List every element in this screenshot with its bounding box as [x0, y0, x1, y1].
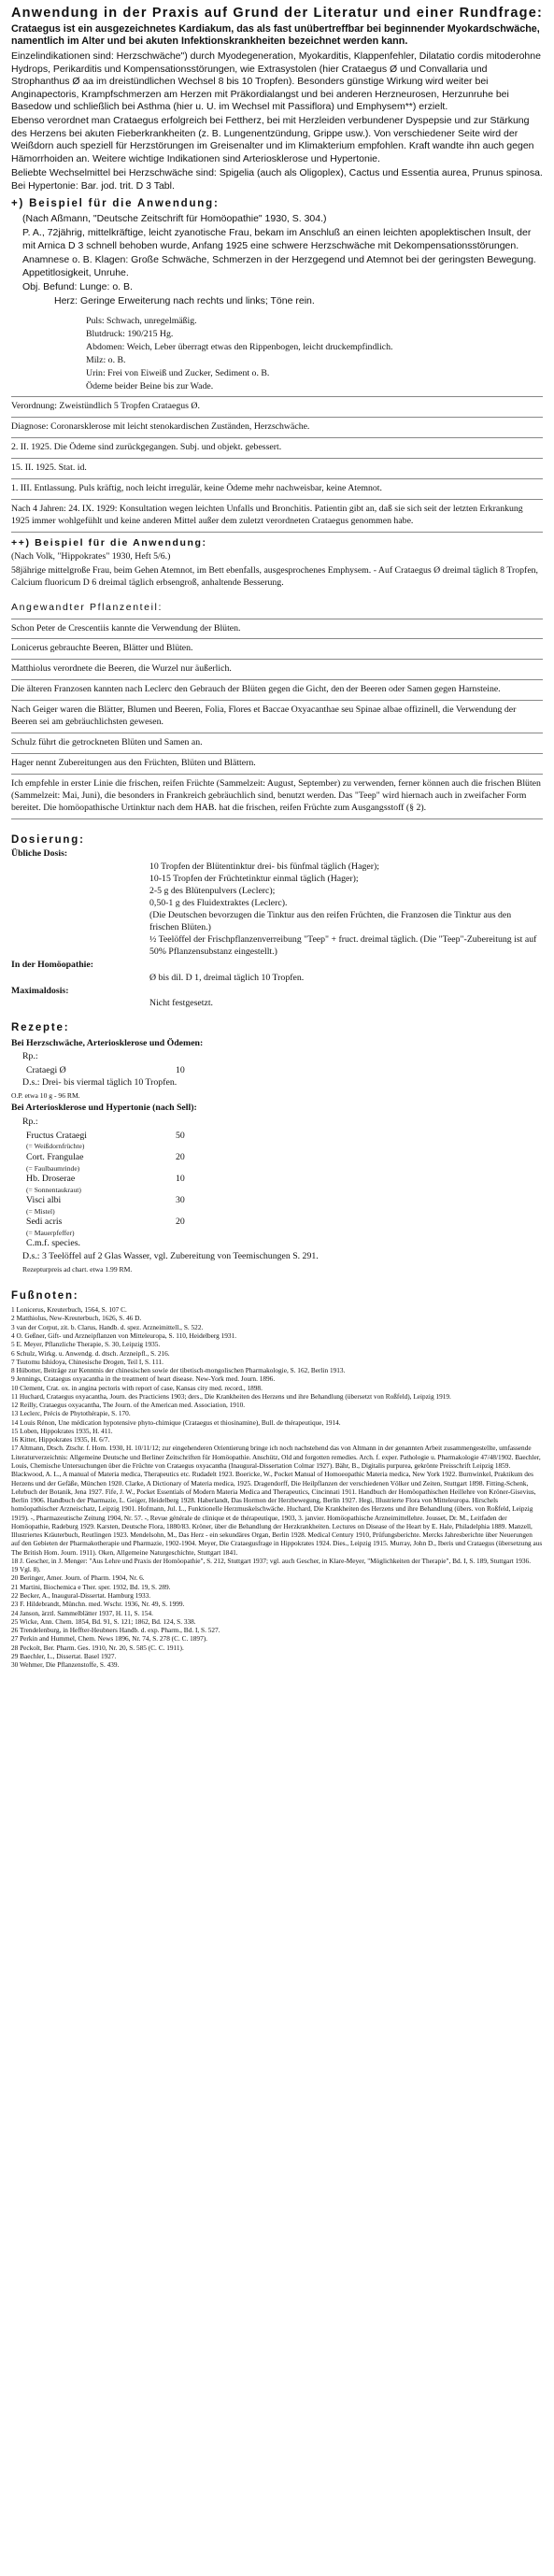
divider	[11, 679, 543, 680]
footnote-item: 4 O. Geßner, Gift- und Arzneipflanzen von Mitteleuropa, S. 110, Heidelberg 1931.	[11, 1331, 237, 1340]
recipes-section	[11, 1021, 543, 1274]
course-entry: Nach 4 Jahren: 24. IX. 1929: Konsultation wegen leichten Unfalls und Bronchitis. Patientin gibt an, daß sie sich seit der letzten Erkrankung 1925 immer wohlgefühlt und keine anderen Mittel außer dem zuletzt verordneten Crataegus genommen habe.	[11, 504, 523, 526]
footnote-list	[11, 1305, 543, 1669]
footnotes-section	[11, 1289, 543, 1669]
course-entry: Diagnose: Coronarsklerose mit leicht stenokardischen Zuständen, Herzschwäche.	[11, 421, 310, 433]
footnote-item: 13 Leclerc, Précis de Phytothérapie, S. 170.	[11, 1409, 131, 1418]
footnote-item: 11 Huchard, Crataegus oxyacantha, Journ. des Practiciens 1903; ders., Die Krankheiten des Herzens und ihre Behandlung (übersetzt von Roßfeld), Leipzig 1919.	[11, 1391, 451, 1401]
dose-line: (Die Deutschen bevorzugen die Tinktur aus den reifen Früchten, die Franzosen die Tinktur aus den frischen Blüten.)	[149, 909, 512, 932]
recipe-ingredient	[11, 1238, 543, 1250]
intro-paragraph: Einzelindikationen sind: Herzschwäche") durch Myodegeneration, Myokarditis, Klappenfehler, Dilatatio cordis mitoderohne Hydrops, Perikarditis und Kompensationsstörungen, wie Extrasystolen (hier Crataegus Ø und Convallaria und Strophanthus Ø aa im dreistündlichen Wechsel 8 bis 10 Tropfen). Besonders günstige Wirkung wird weiter bei Anginapectoris, Krampfschmerzen am Herzen mit Präkordialangst und bei anderen Herzneurosen, Herzunruhe bei Basedow und schließlich bei Asthma (hier u. U. im Wechsel mit Passiflora) und Emphysem**) erzielt.	[11, 50, 541, 113]
footnote-item: 19 Vgl. 8).	[11, 1565, 41, 1574]
example-1-heading: +) Beispiel für die Anwendung:	[11, 198, 220, 210]
ingredient-common-name: (= Weißdornfrüchte)	[26, 1142, 85, 1151]
recipe-1-rp: Rp.:	[22, 1051, 38, 1062]
ingredient-amount	[176, 1238, 232, 1250]
footnote-item: 14 Louis Rénon, Une médication hypotensive phyto-chimique (Crataegus et thiosinamine), Bull. de thérapeutique, 1914.	[11, 1417, 341, 1427]
footnotes-heading: Fußnoten:	[11, 1290, 79, 1302]
lead-paragraph: Crataegus ist ein ausgezeichnetes Kardiakum, das als fast unübertreffbar bei beginnender Myokardschwäche, namentlich im Alter und bei akuten Infektionskrankheiten bezeichnet werden kann.	[11, 22, 540, 48]
recipe-ingredient	[11, 1131, 543, 1151]
page-title: Anwendung in der Praxis auf Grund der Literatur und einer Rundfrage:	[11, 6, 544, 21]
footnote-item: 6 Schulz, Wirkg. u. Anwendg. d. dtsch. Arzneipfl., S. 216.	[11, 1348, 170, 1358]
finding-edema: Ödeme beider Beine bis zur Wade.	[86, 380, 214, 391]
divider	[11, 417, 543, 418]
recipe-ingredient	[11, 1065, 543, 1077]
divider	[11, 700, 543, 701]
example-2	[11, 537, 543, 590]
homeopathy-label: In der Homöopathie:	[11, 959, 93, 970]
divider	[11, 478, 543, 479]
ingredient-name: Visci albi	[26, 1194, 62, 1205]
intro-paragraph: Beliebte Wechselmittel bei Herzschwäche sind: Spigelia (auch als Oligoplex), Cactus und Essentia aurea, Prunus spinosa. Bei Hypertonie: Bar. jod. trit. D 3 Tabl.	[11, 167, 543, 192]
dose-line: 10-15 Tropfen der Früchtetinktur einmal täglich (Hager);	[149, 874, 359, 885]
plant-parts-paragraph: Die älteren Franzosen kannten nach Leclerc den Gebrauch der Blüten gegen die Gicht, den der Beeren oder Samen gegen Harnsteine.	[11, 684, 501, 695]
recipe-2-directions: D.s.: 3 Teelöffel auf 2 Glas Wasser, vgl. Zubereitung von Teemischungen S. 291.	[22, 1250, 319, 1261]
finding-urine: Urin: Frei von Eiweiß und Zucker, Sediment o. B.	[86, 367, 270, 378]
recipe-2-title: Bei Arteriosklerose und Hypertonie (nach Sell):	[11, 1102, 197, 1113]
footnote-item: 29 Baechler, L., Dissertat. Basel 1927.	[11, 1651, 117, 1660]
footnote-item: 22 Becker, A., Inaugural-Dissertat. Hamburg 1933.	[11, 1590, 151, 1600]
footnote-item: 27 Perkin and Hummel, Chem. News 1896, Nr. 74, S. 278 (C. C. 1897).	[11, 1634, 207, 1644]
dosage-heading: Dosierung:	[11, 833, 85, 846]
footnote-item: 15 Loben, Hippokrates 1935, H. 411.	[11, 1426, 113, 1435]
intro-section	[11, 50, 543, 192]
course-entry: 1. III. Entlassung. Puls kräftig, noch leicht irregulär, keine Ödeme mehr nachweisbar, keine Atemnot.	[11, 483, 382, 494]
footnote-item: 8 Hübotter, Beiträge zur Kenntnis der chinesischen sowie der tibetisch-mongolischen Pharmakologie, S. 162, Berlin 1913.	[11, 1366, 346, 1375]
divider	[11, 818, 543, 819]
finding-blood-pressure: Blutdruck: 190/215 Hg.	[86, 328, 174, 339]
ingredient-name: Fructus Crataegi	[26, 1130, 88, 1141]
finding-spleen: Milz: o. B.	[86, 354, 126, 365]
footnote-item: 17 Altmann, Dtsch. Ztschr. f. Hom. 1930, H. 10/11/12; zur eingehenderen Orientierung bringe ich noch nachstehend das von Altmann in der genannten Arbeit zusammengestellte, umfassende Literaturverzeichnis: Allgemeine Deutsche und Berliner Zeitschriften für Homöopathie. Anschütz, Old and forgotten remedies. Arch. f. exper. Pathologie u. Pharmakologie 47/48/1902. Baechler, Louis, Chemische Untersuchungen über die Früchte von Crataegus oxyacantha (Inaugural-Dissertation Colmar 1927). Bähr, B., Digitalis purpurea, gekrönte Preisschrift Leipzig 1859. Blackwood, A. L., A manual of Materia medica, Therapeutics etc. Rudadelt 1923. Boericke, W., Pocket Manual of Homoeopathic Materia medica, New York 1922. Burnwinkel, Praktikum des Herzens und der Gefäße, München 1920. Clarke, A Dictionary of Materia medica, 1925. Dragendorff, Die Heilpflanzen der verschiedenen Völker und Zeiten, Stuttgart 1898. Fitting-Schenk, Lehrbuch der Botanik, Jena 1927. Fife, J. W., Pocket Essentials of Modern Materia Medica and Therapeutics, Cincinnati 1911. Handbuch der Homöopathischen Heillehre von Kröner-Gisevius, Berlin 1906. Handbuch der Pharmazie, L. Geiger, Heidelberg 1928. Haberlandt, Das Hormon der Herzbewegung, Berlin 1927. Hegi, Illustrierte Flora von Mitteleuropa. Hirschels homöopathischer Arzneischatz, Leipzig 1901. Hofmann, Jul. L., Funktionelle Herzmuskelschwäche. Huchard, Die Krankheiten des Herzens und ihre Behandlung (übers. von Roßfeld, Leipzig 1919). -, Pharmazeutische Zeitung 1904, Nr. 57. -, Revue générale de clinique et de thérapeutique, 1903, 3. janvier. Homöopathische Arzneimittellehre. Jousset, Dr. M., Leitfaden der Homöopathie, Radeburg 1929. Karsten, Deutsche Flora, 1880/83. Kröner, über die Behandlung der Herzkrankheiten. Lectures on Disease of the Heart by E. Hale, Philadelphia 1889. Manzell, Illustriertes Kräuterbuch, Reutlingen 1923. Mendelsohn, M., Das Herz - ein sekundäres Organ, Berlin 1928. Medical Century 1910, Prüfungsberichte. Mercks Jahresberichte über Neuerungen auf den Gebieten der Pharmakotherapie und Pharmazie, 1902-1904. Meyer, Die Crataegusfrage in Hippokrates 1924. Dies., Leipzig 1915. Murray, John D., Iberis und Crataegus (übersetzung aus The British Hom. Journ. 1911). Oken, Allgemeine Naturgeschichte, Stuttgart 1841.	[11, 1444, 543, 1557]
dosage-table	[11, 848, 543, 1011]
ingredient-common-name: (= Sonnentaukraut)	[26, 1185, 81, 1194]
divider	[11, 396, 543, 397]
example-2-case: 58jährige mittelgroße Frau, beim Gehen Atemnot, im Bett ebenfalls, ausgesprochenes Emphysem. - Auf Crataegus Ø dreimal täglich 8 Tropfen, Calcium fluoricum D 6 dreimal täglich erbsengroß, anhaltende Besserung.	[11, 565, 539, 589]
example-2-heading: ++) Beispiel für die Anwendung:	[11, 536, 207, 548]
recipe-1-directions: D.s.: Drei- bis viermal täglich 10 Tropfen.	[22, 1077, 178, 1089]
footnote-item: 16 Kitter, Hippokrates 1935, H. 6/7.	[11, 1435, 110, 1445]
footnote-item: 5 E. Meyer, Pflanzliche Therapie, S. 30, Leipzig 1935.	[11, 1340, 161, 1349]
ingredient-name: Sedi acris	[26, 1216, 63, 1227]
ingredient-name: Crataegi Ø	[26, 1065, 66, 1076]
recipe-ingredient	[11, 1174, 543, 1194]
footnote-item: 24 Janson, ärztl. Sammelblätter 1937, H. 11, S. 154.	[11, 1608, 153, 1617]
plant-parts-paragraph: Lonicerus gebrauchte Beeren, Blätter und Blüten.	[11, 643, 193, 654]
usual-dose-values	[149, 861, 543, 959]
divider	[11, 753, 543, 754]
ingredient-amount: 30	[176, 1194, 185, 1205]
homeopathy-dose: Ø bis dil. D 1, dreimal täglich 10 Tropfen.	[149, 972, 305, 983]
example-1-findings	[86, 316, 543, 393]
example-1-source: (Nach Aßmann, "Deutsche Zeitschrift für Homöopathie" 1930, S. 304.)	[22, 212, 327, 224]
divider	[11, 499, 543, 500]
example-2-source: (Nach Volk, "Hippokrates" 1930, Heft 5/6.)	[11, 551, 171, 562]
divider	[11, 774, 543, 775]
dose-line: 2-5 g des Blütenpulvers (Leclerc);	[149, 886, 276, 897]
divider	[11, 437, 543, 438]
usual-dose-label: Übliche Dosis:	[11, 848, 68, 860]
footnote-item: 26 Trendelenburg, in Heffter-Heubners Handb. d. exp. Pharm., Bd. I, S. 527.	[11, 1626, 220, 1635]
footnote-item: 20 Beringer, Amer. Journ. of Pharm. 1904, Nr. 6.	[11, 1573, 145, 1583]
course-entry: Verordnung: Zweistündlich 5 Tropfen Crataegus Ø.	[11, 401, 200, 412]
ingredient-amount: 10	[176, 1065, 185, 1076]
ingredient-name: Hb. Droserae	[26, 1173, 76, 1184]
footnote-item: 30 Wehmer, Die Pflanzenstoffe, S. 439.	[11, 1660, 120, 1670]
footnote-item: 23 F. Hildebrandt, Münchn. med. Wschr. 1936, Nr. 49, S. 1999.	[11, 1600, 185, 1609]
max-dose-value: Nicht festgesetzt.	[149, 998, 214, 1009]
divider	[11, 458, 543, 459]
divider	[11, 638, 543, 639]
dosage-section	[11, 833, 543, 1012]
footnote-item: 7 Tsutomu Ishidoya, Chinesische Drogen, Teil I, S. 111.	[11, 1357, 163, 1366]
dose-line: 0,50-1 g des Fluidextraktes (Leclerc).	[149, 898, 288, 909]
footnote-item: 3 van der Corput, zit. b. Clarus, Handb. d. spez. Arzneimittell., S. 522.	[11, 1322, 204, 1331]
dose-line: ½ Teelöffel der Frischpflanzenverreibung "Teep" + fruct. dreimal täglich. (Die "Teep"-Zubereitung ist auf 50% Pflanzensubstanz eingestellt.)	[149, 933, 537, 957]
example-1-obj-label: Obj. Befund: Lunge: o. B.	[22, 281, 133, 293]
plant-parts-paragraph: Schulz führt die getrockneten Blüten und Samen an.	[11, 737, 203, 748]
footnote-item: 28 Peckolt, Ber. Pharm. Ges. 1910, Nr. 20, S. 585 (C. C. 1911).	[11, 1643, 184, 1652]
footnote-item: 1 Lonicerus, Kreuterbuch, 1564, S. 107 C.	[11, 1305, 127, 1315]
plant-parts-paragraph: Hager nennt Zubereitungen aus den Früchten, Blüten und Blättern.	[11, 757, 256, 768]
finding-abdomen: Abdomen: Weich, Leber überragt etwas den Rippenbogen, leicht druckempfindlich.	[86, 341, 393, 352]
course-entry: 2. II. 1925. Die Ödeme sind zurückgegangen. Subj. und objekt. gebessert.	[11, 442, 282, 453]
ingredient-amount: 20	[176, 1216, 185, 1227]
recipe-1-title: Bei Herzschwäche, Arteriosklerose und Ödemen:	[11, 1037, 204, 1048]
divider	[11, 659, 543, 660]
recipe-ingredient	[11, 1152, 543, 1173]
plant-parts-paragraph: Schon Peter de Crescentiis kannte die Verwendung der Blüten.	[11, 622, 241, 633]
ingredient-common-name: (= Mauerpfeffer)	[26, 1228, 75, 1237]
ingredient-name: C.m.f. species.	[26, 1237, 80, 1248]
ingredient-amount: 10	[176, 1173, 185, 1184]
plant-parts-paragraph: Nach Geiger waren die Blätter, Blumen und Beeren, Folia, Flores et Baccae Oxyacanthae seu Spinae albae offizinell, die Verwendung der Beeren sei am gebräuchlichsten gewesen.	[11, 704, 517, 728]
footnote-item: 10 Clement, Crat. ox. in angina pectoris with report of case, Kansas city med. record., 1898.	[11, 1383, 263, 1392]
footnote-item: 25 Wicke, Ann. Chem. 1854, Bd. 91, S. 121; 1862, Bd. 124, S. 338.	[11, 1616, 196, 1626]
ingredient-common-name: (= Faulbaumrinde)	[26, 1163, 80, 1173]
intro-paragraph: Ebenso verordnet man Crataegus erfolgreich bei Fettherz, bei mit Herzleiden verbundener Dyspepsie und zur Stärkung des Herzens bei akuten Fieberkrankheiten (z. B. Lungenentzündung, Grippe usw.). Von verschiedener Seite wird der Weißdorn auch speziell für Herzstörungen im Greisenalter und im Klimakterium empfohlen. Kraft wandte ihn auch gegen Hämorrhoiden an. Weitere wichtige Indikationen sind Arteriosklerose und Hypertonie.	[11, 115, 534, 164]
recipes-heading: Rezepte:	[11, 1022, 70, 1034]
example-1-heart: Herz: Geringe Erweiterung nach rechts und links; Töne rein.	[54, 295, 315, 307]
max-dose-label: Maximaldosis:	[11, 985, 69, 996]
footnote-item: 12 Reilly, Crataegus oxyacantha, The Journ. of the American med. Association, 1910.	[11, 1401, 246, 1410]
example-1-anamnesis: Anamnese o. B. Klagen: Große Schwäche, Schmerzen in der Herzgegend und Atemnot bei der geringsten Bewegung. Appetitlosigkeit, Unruhe.	[22, 254, 536, 278]
footnote-item: 21 Martini, Biochemica e Ther. sper. 1932, Bd. 19, S. 289.	[11, 1582, 171, 1591]
footnote-item: 18 J. Gescher, in J. Menger: "Aus Lehre und Praxis der Homöopathie", S. 212, Stuttgart 1937; vgl. auch Gescher, in Klare-Meyer, "Möglichkeiten der Therapie", Bd. I, S. 189, Stuttgart 1936.	[11, 1556, 532, 1565]
example-1	[11, 197, 543, 308]
document	[11, 6, 543, 1669]
course-entry: 15. II. 1925. Stat. id.	[11, 463, 87, 474]
example-1-case: P. A., 72jährig, mittelkräftige, leicht zyanotische Frau, bekam im Anschluß an einen leichten apoplektischen Insult, der mit Arnica D 3 schnell behoben wurde, Anfang 1925 eine schwere Herzschwäche mit Dekompensationsstörungen.	[22, 227, 532, 251]
recipe-ingredient	[11, 1195, 543, 1216]
plant-parts-heading: Angewandter Pflanzenteil:	[11, 602, 163, 614]
footnote-item: 2 Matthiolus, New-Kreuterbuch, 1626, S. 46 D.	[11, 1314, 142, 1323]
recipe-1-price: O.P. etwa 10 g - 96 RM.	[11, 1091, 80, 1101]
recipe-2-price: Rezepturpreis ad chart. etwa 1.99 RM.	[22, 1264, 133, 1274]
footnote-item: 9 Jennings, Crataegus oxyacantha in the treatment of heart disease. New-York med. Journ. 1896.	[11, 1374, 276, 1384]
plant-parts-section	[11, 602, 543, 819]
ingredient-name: Cort. Frangulae	[26, 1151, 84, 1162]
recipe-2-rp: Rp.:	[22, 1116, 38, 1127]
ingredient-common-name: (= Mistel)	[26, 1206, 55, 1216]
divider	[11, 532, 543, 533]
ingredient-amount: 20	[176, 1151, 185, 1162]
finding-pulse: Puls: Schwach, unregelmäßig.	[86, 315, 197, 326]
recipe-ingredient	[11, 1217, 543, 1237]
dose-line: 10 Tropfen der Blütentinktur drei- bis fünfmal täglich (Hager);	[149, 861, 379, 873]
example-1-course	[11, 396, 543, 532]
plant-parts-paragraph: Ich empfehle in erster Linie die frischen, reifen Früchte (Sammelzeit: August, September) zu verwenden, ferner können auch die frischen Blüten (Sammelzeit: Mai, Juni), die besonders in Frankreich gebräuchlich sind, benutzt werden. Das "Teep" wird hiernach auch in zweifacher Form bereitet. Die homöopathische Urtinktur nach dem HAB. hat die frischen, reifen Früchte zum Ausgangsstoff (§ 2).	[11, 777, 541, 813]
ingredient-amount: 50	[176, 1130, 185, 1141]
plant-parts-paragraph: Matthiolus verordnete die Beeren, die Wurzel nur äußerlich.	[11, 663, 232, 675]
